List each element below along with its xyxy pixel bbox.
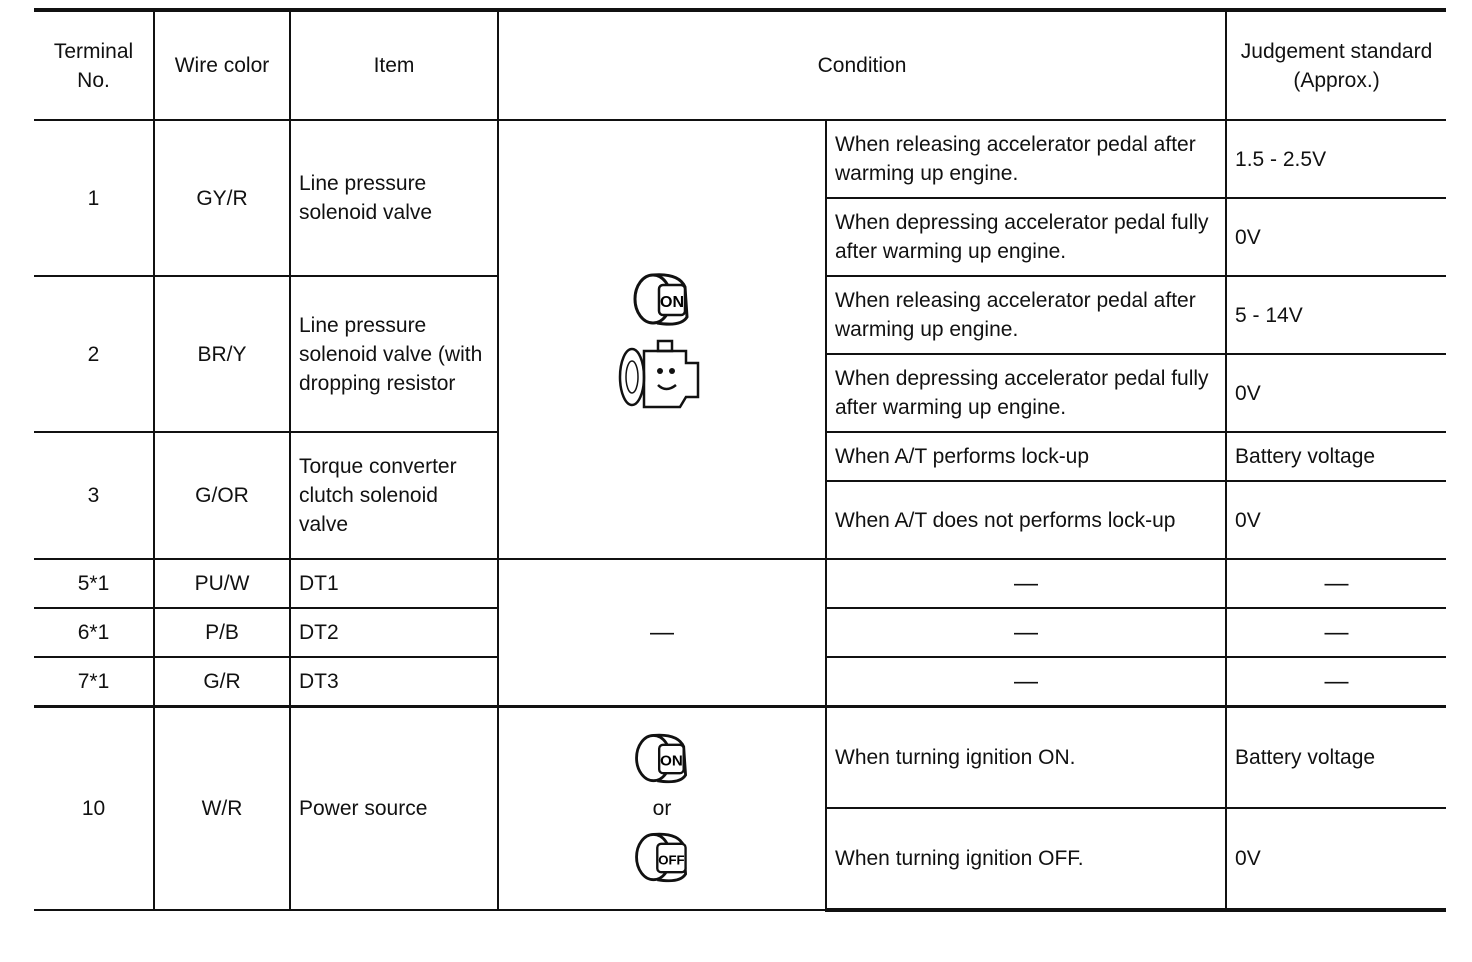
engine-running-icon [614, 335, 710, 415]
wire-color-cell: PU/W [154, 559, 290, 608]
header-terminal-no: Terminal No. [34, 10, 154, 120]
terminal-no-cell: 5*1 [34, 559, 154, 608]
judgement-value: 1.5 - 2.5V [1226, 120, 1446, 198]
condition-text: When releasing accelerator pedal after warming up engine. [826, 276, 1226, 354]
terminal-no-cell: 7*1 [34, 657, 154, 706]
judgement-value: 0V [1226, 481, 1446, 559]
condition-text: — [826, 657, 1226, 706]
header-judgement-standard: Judgement standard (Approx.) [1226, 10, 1446, 120]
wire-color-cell: BR/Y [154, 276, 290, 432]
wire-color-cell: P/B [154, 608, 290, 657]
svg-text:OFF: OFF [658, 852, 685, 868]
judgement-value: 0V [1226, 354, 1446, 432]
condition-text: When turning ignition ON. [826, 706, 1226, 808]
item-cell: Power source [290, 706, 498, 910]
ignition-key-off-icon [627, 825, 697, 891]
header-row [34, 10, 1446, 120]
judgement-value: 0V [1226, 198, 1446, 276]
condition-text: — [826, 559, 1226, 608]
ignition-key-on-icon [627, 265, 697, 335]
terminal-no-cell: 3 [34, 432, 154, 559]
svg-text:ON: ON [660, 752, 683, 770]
judgement-value: — [1226, 608, 1446, 657]
condition-text: When A/T performs lock-up [826, 432, 1226, 481]
condition-text: When depressing accelerator pedal fully after warming up engine. [826, 198, 1226, 276]
condition-text: When A/T does not performs lock-up [826, 481, 1226, 559]
item-cell: Torque converter clutch solenoid valve [290, 432, 498, 559]
judgement-value: Battery voltage [1226, 432, 1446, 481]
ignition-engine-state-cell [498, 120, 826, 559]
table-row [34, 559, 1446, 608]
header-condition: Condition [498, 10, 1226, 120]
item-cell: Line pressure solenoid valve [290, 120, 498, 276]
header-wire-color: Wire color [154, 10, 290, 120]
or-label: or [652, 796, 672, 820]
ignition-key-on-icon [627, 726, 697, 792]
wire-color-cell: G/R [154, 657, 290, 706]
item-cell: DT3 [290, 657, 498, 706]
table-row [34, 120, 1446, 198]
terminal-no-cell: 6*1 [34, 608, 154, 657]
table-row [34, 706, 1446, 808]
item-cell: DT1 [290, 559, 498, 608]
ignition-state-cell [498, 706, 826, 910]
terminal-no-cell: 2 [34, 276, 154, 432]
terminal-spec-table [34, 8, 1446, 912]
condition-text: When turning ignition OFF. [826, 808, 1226, 910]
item-cell: Line pressure solenoid valve (with dropping resistor [290, 276, 498, 432]
judgement-value: — [1226, 559, 1446, 608]
condition-text: When releasing accelerator pedal after warming up engine. [826, 120, 1226, 198]
judgement-value: 5 - 14V [1226, 276, 1446, 354]
judgement-value: 0V [1226, 808, 1446, 910]
svg-text:ON: ON [660, 293, 684, 311]
judgement-value: Battery voltage [1226, 706, 1446, 808]
condition-text: — [826, 608, 1226, 657]
header-item: Item [290, 10, 498, 120]
condition-text: When depressing accelerator pedal fully after warming up engine. [826, 354, 1226, 432]
dt-state-dash: — [498, 559, 826, 706]
wire-color-cell: G/OR [154, 432, 290, 559]
item-cell: DT2 [290, 608, 498, 657]
wire-color-cell: GY/R [154, 120, 290, 276]
judgement-value: — [1226, 657, 1446, 706]
terminal-no-cell: 1 [34, 120, 154, 276]
wire-color-cell: W/R [154, 706, 290, 910]
terminal-no-cell: 10 [34, 706, 154, 910]
